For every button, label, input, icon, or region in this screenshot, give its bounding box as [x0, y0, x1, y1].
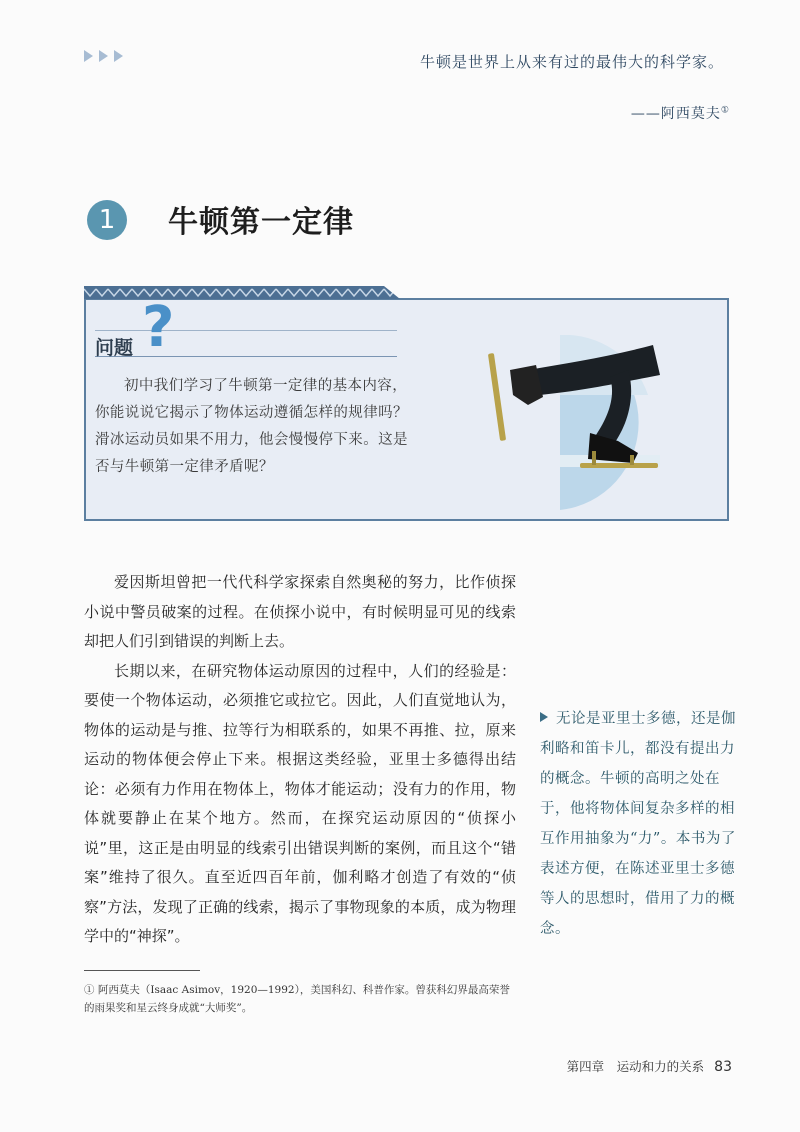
problem-label: 问题: [95, 337, 134, 359]
triangle-bullet-icon: [540, 712, 548, 722]
side-note: [540, 704, 736, 944]
page-footer: [567, 1057, 732, 1075]
footnote: ① 阿西莫夫（Isaac Asimov，1920—1992），美国科幻、科普作家。曾获科幻界最高荣誉的雨果奖和星云终身成就“大师奖”。: [84, 984, 510, 1014]
body-paragraph: 长期以来，在研究物体运动原因的过程中，人们的经验是：要使一个物体运动，必须推它或拉它。因此，人们直觉地认为，物体的运动是与推、拉等行为相联系的，如果不再推、拉，原来运动的物体便会停止下来。根据这类经验，亚里士多德得出结论：必须有力作用在物体上，物体才能运动；没有力的作用，物体就要静止在某个地方。然而，在探究运动原因的“侦探小说”里，这正是由明显的线索引出错误判断的案例，而且这个“错案”维持了很久。直至近四百年前，伽利略才创造了有效的“侦察”方法，发现了正确的线索，揭示了事物现象的本质，成为物理学中的“神探”。: [84, 661, 516, 945]
section-number: 1: [87, 200, 127, 240]
problem-text: 初中我们学习了牛顿第一定律的基本内容，你能说说它揭示了物体运动遵循怎样的规律吗？滑冰运动员如果不用力，他会慢慢停下来。这是否与牛顿第一定律矛盾呢？: [95, 378, 408, 475]
problem-label-rule-top: [95, 330, 397, 331]
side-note-text: 无论是亚里士多德，还是伽利略和笛卡儿，都没有提出力的概念。牛顿的高明之处在于，他将物体间复杂多样的相互作用抽象为“力”。本书为了表述方便，在陈述亚里士多德等人的思想时，借用了力的概念。: [540, 711, 736, 937]
problem-label-rule: [95, 356, 397, 357]
question-mark-icon: ?: [142, 295, 175, 360]
page-number: 83: [714, 1059, 732, 1075]
body-text: [84, 568, 516, 952]
section-title: 牛顿第一定律: [168, 205, 354, 240]
footnote-rule: [84, 970, 200, 971]
problem-band-pattern: [84, 286, 400, 299]
chapter-title: 第四章 运动和力的关系: [566, 1059, 705, 1074]
epigraph-author: [631, 103, 730, 123]
epigraph-quote: 牛顿是世界上从来有过的最伟大的科学家。: [420, 53, 725, 71]
skater-photo: [488, 335, 663, 510]
epigraph-author-name: ——阿西莫夫: [630, 106, 721, 122]
footnote-marker: ①: [720, 105, 730, 116]
body-paragraph: 爱因斯坦曾把一代代科学家探索自然奥秘的努力，比作侦探小说中警员破案的过程。在侦探小说中，有时候明显可见的线索却把人们引到错误的判断上去。: [84, 573, 516, 650]
header-arrows-icon: [84, 50, 123, 62]
